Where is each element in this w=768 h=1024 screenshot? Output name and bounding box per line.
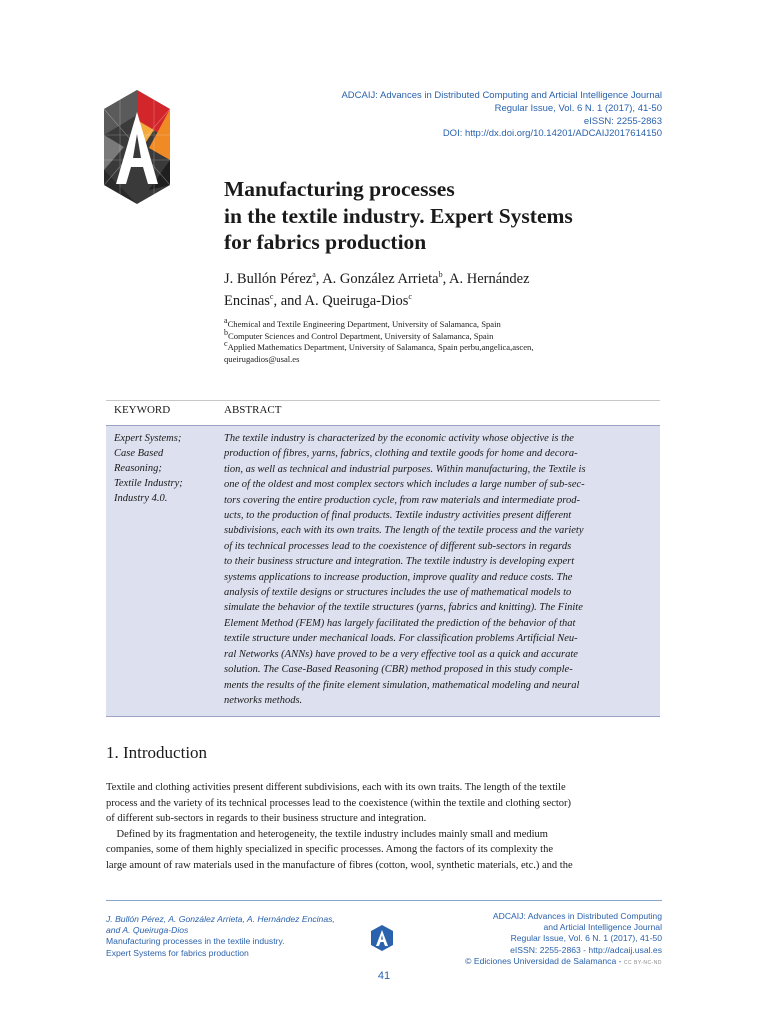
affiliation-line	[224, 339, 664, 354]
author-name: Encinas	[224, 293, 270, 309]
author-sup: b	[438, 270, 443, 280]
body-line: Defined by its fragmentation and heterogeneity, the textile industry includes mainly small and medium	[106, 828, 548, 840]
body-line: process and the variety of its technical processes lead to the coexistence (within the textile and clothing sector)	[106, 797, 572, 809]
affiliation-sup: c	[224, 339, 228, 349]
footer-journal	[465, 911, 662, 969]
divider	[106, 400, 660, 401]
abstract-line: to their business structure and integration. The textile industry is developing expert	[224, 556, 575, 568]
abstract-line: ucts, to the production of final products. Textile industry activities present different	[224, 510, 572, 522]
author-name: , A. Hernández	[442, 271, 530, 287]
abstract-text	[224, 431, 654, 708]
affiliation-sup: a	[224, 316, 228, 326]
title-line: in the textile industry. Expert Systems	[224, 203, 573, 228]
author-name: , and A. Queiruga-Dios	[273, 293, 409, 309]
author-list	[224, 268, 664, 312]
affiliation-text: Computer Sciences and Control Department, University of Salamanca, Spain	[228, 330, 494, 341]
footer-authors: J. Bullón Pérez, A. González Arrieta, A. Hernández Encinas,	[106, 914, 335, 924]
footer-citation	[106, 914, 376, 959]
paper-title	[224, 176, 664, 256]
abstract-line: subdivisions, each with its own traits. The length of the textile process and the variety	[224, 525, 584, 537]
abstract-line: tion, as well as technical and industrial purposes. Within manufacturing, the Textile is	[224, 463, 586, 475]
publisher-text: © Ediciones Universidad de Salamanca -	[465, 955, 624, 966]
author-sup: a	[312, 270, 316, 280]
body-line: large amount of raw materials used in the manufacture of fibres (cotton, wool, synthetic materials, etc.) and the	[106, 859, 573, 871]
journal-name: ADCAIJ: Advances in Distributed Computing and Articial Intelligence Journal	[341, 90, 662, 101]
affiliation-text: Chemical and Textile Engineering Department, University of Salamanca, Spain	[227, 319, 501, 329]
affiliation-line	[224, 327, 664, 343]
abstract-line: simulate the behavior of the textile structures (yarns, fabrics and knitting). The Finite	[224, 602, 583, 614]
body-line: Textile and clothing activities present different subdivisions, each with its own traits. The length of the textile	[106, 782, 566, 793]
journal-header	[341, 90, 662, 141]
abstract-line: Element Method (FEM) has largely facilitated the prediction of the behavior of that	[224, 617, 576, 629]
abstract-line: one of the oldest and most complex sectors which includes a large number of sub-sec-	[224, 479, 585, 491]
footer-journal-line: Regular Issue, Vol. 6 N. 1 (2017), 41-50	[510, 933, 662, 944]
author-name: , A. González Arrieta	[315, 271, 439, 287]
footer-title: Expert Systems for fabrics production	[106, 947, 249, 958]
footer-journal-line: and Articial Intelligence Journal	[543, 922, 662, 933]
abstract-line: systems applications to increase production, improve quality and reduce costs. The	[224, 571, 573, 583]
author-sup: c	[269, 292, 274, 302]
affiliation-email[interactable]: queirugadios@usal.es	[224, 353, 300, 364]
license-badge: CC BY-NC-ND	[623, 959, 662, 966]
page-number: 41	[377, 970, 391, 982]
footer-divider	[106, 900, 662, 901]
body-line: companies, some of them highly specialized in specific processes. Among the factors of its complexity the	[106, 844, 554, 855]
affiliation-line	[224, 316, 664, 331]
author-sup: c	[408, 292, 412, 302]
footer-publisher	[465, 956, 662, 969]
intro-paragraphs	[106, 780, 662, 873]
adcaij-logo	[104, 90, 170, 204]
abstract-heading: ABSTRACT	[224, 404, 282, 416]
footer-journal-line: ADCAIJ: Advances in Distributed Computing	[492, 911, 662, 921]
abstract-line: ral Networks (ANNs) have proved to be a very effective tool as a quick and accurate	[224, 648, 578, 660]
keyword-heading: KEYWORD	[114, 404, 171, 416]
keyword: Expert Systems;	[114, 433, 182, 444]
footer-title: Manufacturing processes in the textile industry.	[106, 936, 285, 947]
keyword: Reasoning;	[114, 463, 162, 474]
abstract-line: textile structure under mechanical loads. For classification problems Artificial Neu-	[224, 633, 578, 645]
abstract-line: of its technical processes lead to the coexistence of different sub-sectors in regards	[224, 540, 572, 552]
keyword: Case Based	[114, 448, 164, 459]
adcaij-small-logo	[371, 925, 393, 951]
keyword: Textile Industry;	[114, 478, 183, 489]
affiliation-text: Applied Mathematics Department, University of Salamanca, Spain perbu,angelica,ascen,	[227, 342, 534, 352]
abstract-line: solution. The Case-Based Reasoning (CBR) method proposed in this study comple-	[224, 664, 573, 676]
keyword-list	[114, 431, 214, 506]
journal-doi[interactable]: DOI: http://dx.doi.org/10.14201/ADCAIJ2017614150	[442, 128, 662, 140]
title-line: for fabrics production	[224, 230, 427, 254]
title-line: Manufacturing processes	[224, 177, 455, 201]
journal-issue: Regular Issue, Vol. 6 N. 1 (2017), 41-50	[494, 102, 662, 114]
abstract-line: analysis of textile designs or structures includes the use of mathematical models to	[224, 587, 572, 599]
keyword: Industry 4.0.	[114, 493, 168, 504]
abstract-line: networks methods.	[224, 694, 303, 706]
affiliation-sup: b	[224, 327, 228, 337]
footer-authors: and A. Queiruga-Dios	[106, 925, 189, 936]
section-heading: 1. Introduction	[106, 743, 208, 762]
body-line: of different sub-sectors in regards to their business structure and integration.	[106, 813, 427, 824]
journal-eissn: eISSN: 2255-2863	[583, 115, 662, 127]
author-name: J. Bullón Pérez	[224, 271, 313, 287]
abstract-line: ments the results of the finite element simulation, mathematical modeling and neural	[224, 679, 580, 691]
affiliation-line	[224, 354, 664, 366]
footer-journal-line[interactable]: eISSN: 2255-2863 - http://adcaij.usal.es	[510, 944, 662, 955]
abstract-line: tors covering the entire production cycle, from raw materials and intermediate prod-	[224, 494, 580, 506]
abstract-line: production of fibres, yarns, fabrics, clothing and textile goods for home and decora-	[224, 448, 578, 460]
abstract-line: The textile industry is characterized by the economic activity whose objective is the	[224, 433, 574, 444]
affiliations	[224, 316, 664, 365]
